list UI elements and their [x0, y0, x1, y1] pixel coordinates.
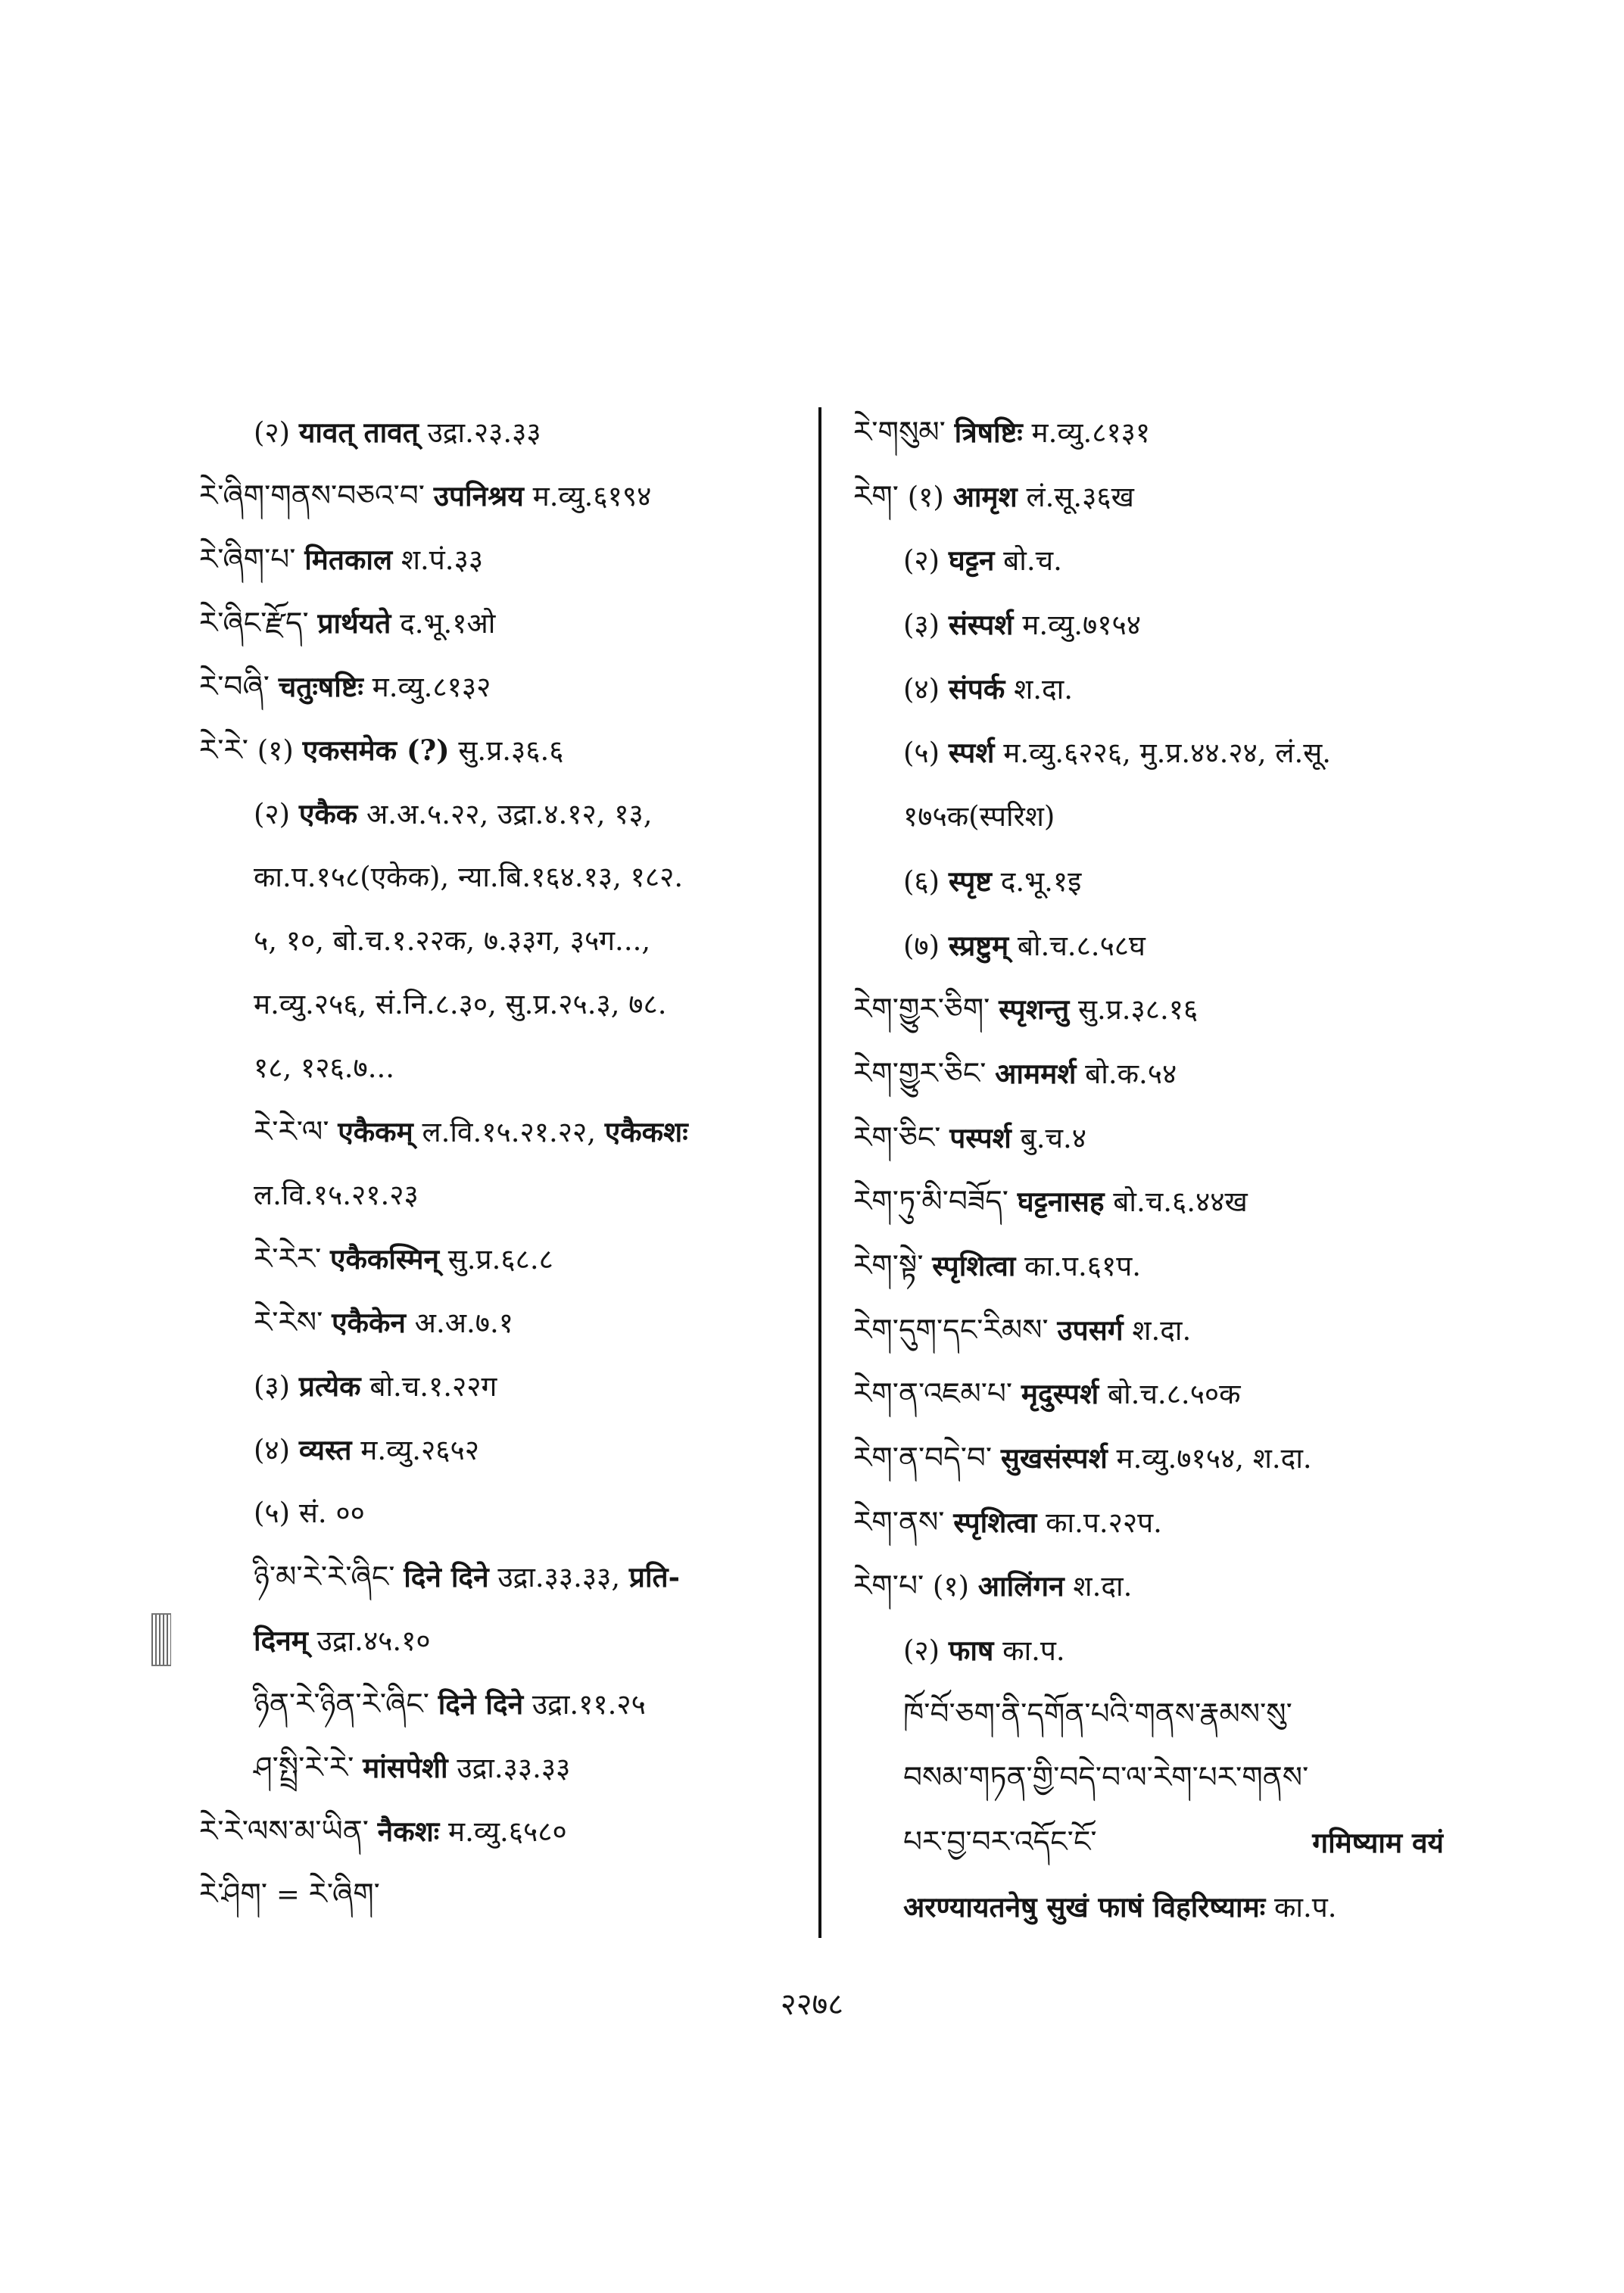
entry-line	[853, 1234, 1444, 1298]
sanskrit-term: आलिंगन	[977, 1569, 1064, 1603]
reference: बो.च.१.२२ग	[369, 1370, 497, 1403]
reference: श.दा.	[1073, 1570, 1133, 1603]
reference: का.प.२२प.	[1046, 1506, 1162, 1539]
entry-line	[199, 846, 805, 909]
reference: बो.च.	[1003, 544, 1062, 578]
reference: म.व्यु.२५६, सं.नि.८.३०, सु.प्र.२५.३, ७८.	[254, 988, 667, 1020]
reference: का.प.	[1273, 1890, 1337, 1924]
sense-number: (५)	[254, 1497, 291, 1529]
reference: म.व्यु.६२२६, मु.प्र.४४.२४, लं.सू.	[1003, 737, 1332, 770]
sanskrit-term: स्पर्श	[948, 736, 995, 770]
tibetan-term: རེག་སྟེ་	[853, 1248, 924, 1283]
entry-line	[199, 1036, 805, 1100]
entry-line	[199, 1609, 805, 1672]
reference: ५, १०, बो.च.१.२२क, ७.३३ग, ३५ग...,	[254, 924, 651, 957]
reference: बु.च.४	[1020, 1121, 1086, 1154]
tibetan-term: ཉི་མ་རེ་རེ་ཞིང་	[254, 1560, 395, 1594]
reference: द.भू.१इ	[1000, 865, 1082, 898]
entry-line	[199, 1227, 805, 1291]
reference: म.व्यु.८१३१	[1031, 416, 1151, 449]
example-line	[853, 1683, 1444, 1747]
reference: सु.प्र.३६.६	[458, 734, 564, 767]
entry-line	[199, 1736, 805, 1799]
reference: म.व्यु.६५८०	[448, 1815, 567, 1848]
entry-line	[853, 914, 1444, 978]
reference: बो.च.६.४४ख	[1113, 1185, 1248, 1219]
sanskrit-term: दिने दिने	[438, 1687, 524, 1721]
sanskrit-term: घट्टनासह	[1017, 1185, 1105, 1219]
tibetan-term: ཤ་སྤྲི་རེ་རེ་	[254, 1751, 354, 1785]
sanskrit-term: प्रार्थयते	[317, 606, 391, 640]
entry-line	[853, 849, 1444, 914]
tibetan-term: རེ་ཞིག་གནས་བཅའ་བ་	[199, 479, 425, 513]
sanskrit-term: मितकाल	[304, 543, 393, 576]
sanskrit-term: एकैकेन	[332, 1306, 406, 1339]
tibetan-term: རེ་རེས་	[254, 1306, 323, 1340]
sanskrit-term: नैकशः	[377, 1815, 440, 1848]
entry-line	[853, 1618, 1444, 1683]
sanskrit-term: उपसर्ग	[1057, 1313, 1124, 1347]
reference: उद्रा.३३.३३,	[497, 1561, 621, 1594]
sanskrit-term: आमृश	[952, 479, 1018, 513]
sense-number: (४)	[903, 672, 940, 706]
entry-line	[853, 400, 1444, 465]
tibetan-term: རེག་ན་འཇམ་པ་	[853, 1377, 1013, 1412]
tibetan-term: རེག་ནས་	[853, 1505, 945, 1540]
sense-number: (२)	[903, 1634, 940, 1668]
reference: का.प.६१प.	[1024, 1249, 1141, 1282]
tibetan-example-text: པར་བྱ་བར་འདོང་ངོ་	[903, 1825, 1097, 1860]
entry-line	[199, 1863, 805, 1927]
tibetan-term: རེག་པ་	[853, 1569, 924, 1604]
entry-line	[853, 1042, 1444, 1106]
left-column	[199, 400, 805, 1927]
sanskrit-term: स्पृशित्वा	[932, 1248, 1016, 1282]
entry-line	[199, 718, 805, 782]
tibetan-term: རེག་	[853, 479, 899, 514]
reference: बो.च.८.५८घ	[1017, 929, 1146, 962]
reference: सु.प्र.३८.१६	[1077, 993, 1199, 1027]
tibetan-term: རེ་རེ་ལ་	[254, 1115, 329, 1149]
reference: सं. ००	[298, 1497, 365, 1529]
reference: १८, १२६.७...	[254, 1051, 395, 1084]
entry-line	[853, 1491, 1444, 1555]
reference: अ.अ.७.१	[414, 1307, 513, 1339]
entry-line	[199, 528, 805, 591]
tibetan-term: རེ་རེ་ལས་མ་ཡིན་	[199, 1815, 369, 1849]
reference: म.व्यु.७१५४	[1022, 609, 1141, 642]
entry-line	[199, 464, 805, 528]
sanskrit-term-secondary: एकैकशः	[604, 1115, 688, 1148]
entry-line	[853, 1298, 1444, 1363]
entry-line	[199, 1481, 805, 1545]
tibetan-cross-reference: རེ་ཞིག་	[308, 1877, 380, 1911]
tibetan-term: རེ་བཞི་	[199, 670, 270, 704]
tibetan-term: རེ་ཤིག་	[199, 1877, 268, 1911]
sanskrit-term: आममर्श	[995, 1056, 1077, 1090]
reference: म.व्यु.७१५४, श.दा.	[1116, 1442, 1312, 1475]
sanskrit-term: एकैक	[298, 797, 358, 830]
tibetan-example-text: ཁོ་བོ་ཅག་ནི་དགོན་པའི་གནས་རྣམས་སུ་	[903, 1696, 1292, 1731]
entry-line	[853, 465, 1444, 529]
reference: का.प.	[1002, 1634, 1065, 1668]
entry-line	[199, 655, 805, 718]
sense-number: (५)	[903, 737, 940, 770]
entry-line	[853, 721, 1444, 785]
reference: उद्रा.३३.३३	[457, 1752, 571, 1784]
entry-line	[199, 909, 805, 973]
tibetan-term: རེ་ཞིག་པ་	[199, 543, 296, 577]
reference: का.प.१५८(एकेक), न्या.बि.१६४.१३, १८२.	[254, 861, 684, 893]
sanskrit-term: एकसमेक (?)	[302, 734, 450, 767]
reference: म.व्यु.८१३२	[372, 671, 491, 703]
reference: अ.अ.५.२२, उद्रा.४.१२, १३,	[366, 798, 653, 830]
tibetan-term: རེ་རེ་	[199, 734, 248, 768]
reference: द.भू.१ओ	[400, 607, 496, 640]
equals-sign: =	[276, 1878, 300, 1911]
sanskrit-example-text: अरण्यायतनेषु सुखं फाषं विहरिष्यामः	[903, 1890, 1266, 1924]
example-line	[853, 1746, 1444, 1811]
sanskrit-term: उपनिश्रय	[433, 479, 524, 512]
reference: उद्रा.११.२५	[531, 1688, 646, 1721]
sense-number: (३)	[254, 1370, 291, 1403]
sanskrit-term: व्यस्त	[298, 1433, 352, 1466]
sanskrit-term: चतुःषष्टिः	[278, 670, 363, 703]
example-line	[853, 1875, 1444, 1939]
sanskrit-term: मांसपेशी	[363, 1751, 448, 1784]
sanskrit-term: स्प्रष्टुम्	[948, 928, 1009, 962]
sanskrit-term: दिनम्	[254, 1624, 308, 1657]
tibetan-term: རེ་ཞིང་རྫོད་	[199, 606, 309, 640]
margin-scan-mark	[151, 1613, 171, 1666]
sense-number: (२)	[254, 798, 291, 830]
entry-line	[199, 591, 805, 655]
reference: श.दा.	[1132, 1313, 1192, 1347]
sense-number: (२)	[903, 544, 940, 578]
entry-line	[199, 1100, 805, 1164]
sense-number: (२)	[254, 416, 291, 449]
tibetan-term: རེ་རེར་	[254, 1242, 322, 1276]
reference: १७५क(स्परिश)	[903, 800, 1055, 833]
reference: म.व्यु.६१९४	[532, 480, 652, 512]
tibetan-term: རེག་གྱུར་ཅིག་	[853, 992, 990, 1027]
column-divider	[818, 407, 821, 1938]
sanskrit-term: एकैकस्मिन्	[330, 1242, 439, 1276]
sanskrit-term: सुखसंस्पर्श	[1000, 1441, 1108, 1475]
sanskrit-term: फाष	[948, 1634, 994, 1668]
sanskrit-term: स्पृशन्तु	[999, 992, 1070, 1027]
sanskrit-term: संपर्क	[948, 671, 1005, 706]
entry-line	[199, 1418, 805, 1481]
sanskrit-term: संस्पर्श	[948, 608, 1014, 642]
sanskrit-term-secondary: प्रति-	[628, 1560, 680, 1594]
sanskrit-term: स्पृष्ट	[948, 864, 992, 898]
entry-line	[199, 400, 805, 464]
tibetan-term: རེག་གྱུར་ཅིང་	[853, 1056, 987, 1091]
sanskrit-term: एकैकम्	[338, 1115, 413, 1148]
entry-line	[853, 1554, 1444, 1618]
reference: श.पं.३३	[401, 544, 484, 576]
tibetan-term: ཉིན་རེ་ཉིན་རེ་ཞིང་	[254, 1687, 429, 1721]
reference: ल.वि.१५.२१.२२,	[422, 1116, 596, 1148]
entry-line	[199, 1164, 805, 1227]
tibetan-term: རེག་ན་བདེ་བ་	[853, 1441, 993, 1475]
sanskrit-term: मृदुस्पर्श	[1021, 1377, 1099, 1411]
entry-line	[199, 1354, 805, 1418]
entry-line	[853, 785, 1444, 849]
sense-number: (१)	[257, 734, 294, 767]
sense-number: (३)	[903, 609, 940, 642]
sense-number: (१)	[907, 480, 944, 513]
entry-line	[853, 528, 1444, 593]
tibetan-term: རེག་དུག་དང་རིམས་	[853, 1313, 1049, 1347]
sanskrit-term: पस्पर्श	[949, 1120, 1011, 1154]
sanskrit-term: घट्टन	[948, 544, 995, 578]
entry-line	[853, 1426, 1444, 1491]
reference: बो.क.५४	[1085, 1057, 1177, 1090]
sense-number: (१)	[932, 1570, 970, 1603]
tibetan-example-text: བསམ་གཏན་གྱི་བདེ་བ་ལ་རེག་པར་གནས་	[903, 1761, 1309, 1796]
sanskrit-term: यावत् तावत्	[298, 416, 419, 449]
entry-line	[199, 1545, 805, 1609]
reference: म.व्यु.२६५२	[360, 1434, 479, 1466]
entry-line	[853, 1170, 1444, 1234]
entry-line	[199, 973, 805, 1036]
sanskrit-term: स्पृशित्वा	[953, 1505, 1037, 1539]
entry-line	[199, 1291, 805, 1354]
sanskrit-term: दिने दिने	[404, 1560, 489, 1594]
sanskrit-term: त्रिषष्टिः	[954, 416, 1023, 449]
reference: सु.प्र.६८.८	[447, 1243, 553, 1276]
reference: बो.च.८.५०क	[1107, 1378, 1241, 1411]
reference: ल.वि.१५.२१.२३	[254, 1179, 419, 1211]
tibetan-term: རེ་གསུམ་	[853, 416, 946, 450]
sense-number: (७)	[903, 929, 940, 962]
entry-line	[853, 1106, 1444, 1170]
reference: उद्रा.४५.१०	[316, 1625, 431, 1657]
example-line	[853, 1811, 1444, 1875]
tibetan-term: རེག་ཏུ་མི་བཟོད་	[853, 1185, 1008, 1220]
sense-number: (६)	[903, 865, 940, 898]
reference: श.दा.	[1014, 672, 1074, 706]
entry-line	[853, 593, 1444, 657]
tibetan-term: རེག་ཅིང་	[853, 1120, 941, 1155]
sense-number: (४)	[254, 1434, 291, 1466]
entry-line	[853, 657, 1444, 721]
entry-line	[199, 782, 805, 846]
entry-line	[853, 977, 1444, 1042]
sanskrit-example-text: गमिष्याम वयं	[1312, 1826, 1444, 1860]
reference: उद्रा.२३.३३	[427, 416, 541, 449]
entry-line	[853, 1362, 1444, 1426]
page-number: २२७८	[780, 1987, 844, 2022]
entry-line	[199, 1799, 805, 1863]
right-column	[853, 400, 1444, 1939]
reference: लं.सू.३६ख	[1026, 480, 1134, 513]
entry-line	[199, 1672, 805, 1736]
sanskrit-term: प्रत्येक	[298, 1369, 361, 1403]
